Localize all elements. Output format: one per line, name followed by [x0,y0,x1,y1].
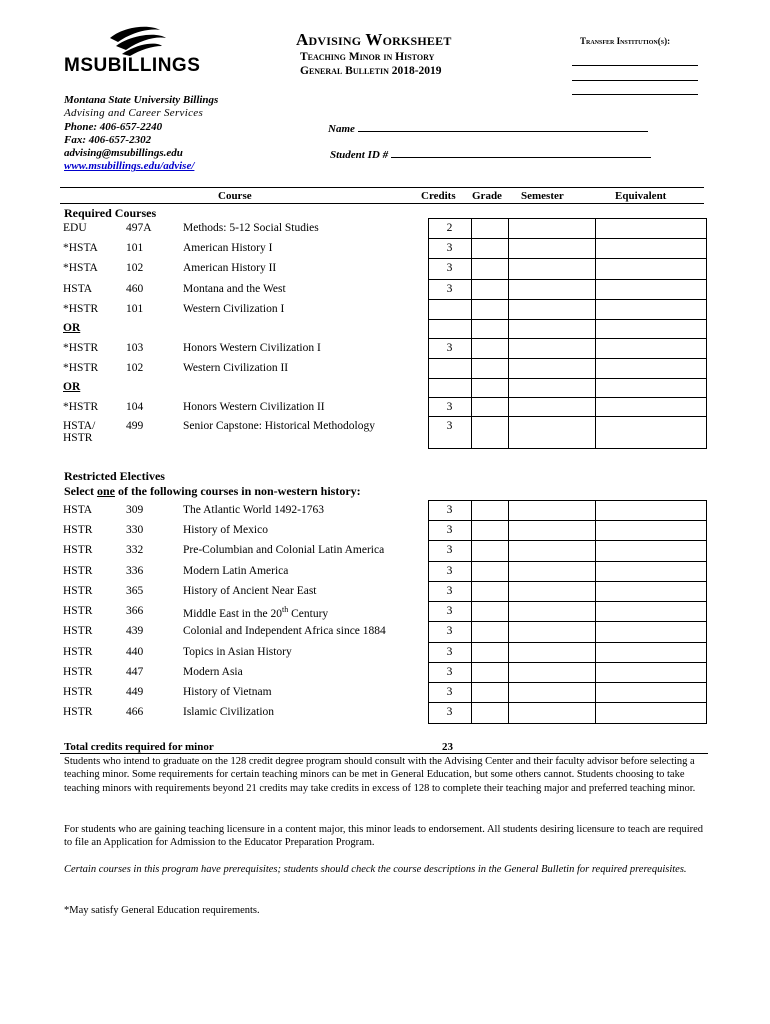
grade-cell[interactable] [471,259,508,280]
course-prefix [60,521,123,541]
course-prefix-text: *HSTA [63,241,98,254]
course-title-text: Honors Western Civilization I [183,341,321,354]
course-prefix-text: EDU [63,221,87,234]
grade-cell[interactable] [471,280,508,300]
course-prefix [60,703,123,724]
semester-cell[interactable] [508,359,595,379]
course-row [60,239,706,259]
electives-instruction [64,484,361,499]
grade-cell[interactable] [471,703,508,724]
course-number: 460 [126,282,144,295]
course-prefix [60,300,123,320]
course-title-text: History of Ancient Near East [183,584,317,597]
course-title-text: American History II [183,261,277,274]
course-row [60,359,706,379]
transfer-institution-label: Transfer Institution(s): [580,36,671,46]
semester-cell[interactable] [508,683,595,703]
semester-cell[interactable] [508,562,595,582]
course-title-text: Colonial and Independent Africa since 1884 [183,624,386,637]
course-row [60,398,706,417]
grade-cell[interactable] [471,320,508,339]
course-title [180,398,428,417]
course-title [180,259,428,280]
instruction-text-end: of the following courses in non-western history: [114,484,361,498]
total-credits-value: 23 [442,741,453,753]
equivalent-cell[interactable] [595,339,706,359]
course-prefix [60,417,123,449]
course-row [60,663,706,683]
grade-cell[interactable] [471,521,508,541]
semester-cell[interactable] [508,339,595,359]
course-prefix-text: HSTR [63,685,93,698]
column-header-grade: Grade [472,190,502,202]
equivalent-cell[interactable] [595,501,706,521]
course-prefix-text: HSTA/ [63,419,96,432]
equivalent-cell[interactable] [595,703,706,724]
semester-cell[interactable] [508,219,595,239]
or-label [60,320,428,339]
course-credits: 3 [428,501,471,521]
course-title [180,521,428,541]
required-courses-title: Required Courses [64,206,157,220]
course-row [60,562,706,582]
course-title-text: Topics in Asian History [183,645,292,658]
equivalent-cell[interactable] [595,379,706,398]
course-row [60,602,706,622]
course-number: 449 [126,685,144,698]
course-number: 365 [126,584,144,597]
column-header-credits: Credits [421,190,456,202]
semester-cell[interactable] [508,417,595,449]
or-text: OR [63,380,81,393]
course-prefix-text: HSTR [63,665,93,678]
course-title [180,703,428,724]
course-prefix-text: *HSTR [63,341,99,354]
note-paragraph-1: Students who intend to graduate on the 128 credit degree program should consult with the Advising Center and their faculty advisor before selecting a teaching minor. Some requirements for certain teaching minors can be met in General Education, but some others cannot. Students choosing to take teaching minors with requirements beyond 21 credits may take credits in excess of 128 to complete their teaching major and preferred teaching minor. [64,756,696,794]
course-prefix [60,582,123,602]
semester-cell[interactable] [508,501,595,521]
course-prefix [60,622,123,643]
semester-cell[interactable] [508,379,595,398]
course-row [60,417,706,449]
course-credits: 3 [428,562,471,582]
course-title [180,663,428,683]
equivalent-cell[interactable] [595,602,706,622]
logo-wordmark: MSUBILLINGS [64,55,201,76]
course-title-text: The Atlantic World 1492-1763 [183,503,324,516]
course-title-text: Middle East in the 20 [183,607,283,620]
semester-cell[interactable] [508,541,595,562]
course-credits: 3 [428,280,471,300]
course-credits: 3 [428,663,471,683]
course-credits: 3 [428,417,471,449]
course-credits: 3 [428,398,471,417]
course-row [60,643,706,663]
grade-cell[interactable] [471,582,508,602]
course-prefix-text: *HSTR [63,361,99,374]
course-row [60,280,706,300]
semester-cell[interactable] [508,280,595,300]
course-prefix [60,683,123,703]
course-number: 447 [126,665,144,678]
required-courses-table [60,218,707,449]
grade-cell[interactable] [471,602,508,622]
course-title [180,339,428,359]
student-id-input-line[interactable] [391,148,651,158]
grade-cell[interactable] [471,643,508,663]
course-number: 439 [126,624,144,637]
department-name: Advising and Career Services [64,107,204,120]
semester-cell[interactable] [508,663,595,683]
course-title [180,219,428,239]
fax-number: Fax: 406-657-2302 [64,133,152,146]
course-prefix-text: HSTR [63,584,93,597]
name-label: Name [328,123,355,135]
course-credits: 2 [428,219,471,239]
course-prefix-text: HSTA [63,503,93,516]
course-credits: 3 [428,703,471,724]
grade-cell[interactable] [471,219,508,239]
or-text: OR [63,321,81,334]
course-row [60,521,706,541]
course-row [60,541,706,562]
course-title [180,359,428,379]
course-number: 102 [126,261,144,274]
course-credits: 3 [428,622,471,643]
course-prefix [60,501,123,521]
course-number: 102 [126,361,144,374]
header-bottom-rule [60,203,704,204]
course-title [180,417,428,449]
grade-cell[interactable] [471,398,508,417]
course-title-text: Montana and the West [183,282,286,295]
course-number: 103 [126,341,144,354]
equivalent-cell[interactable] [595,683,706,703]
equivalent-cell[interactable] [595,259,706,280]
course-title-superscript: th [282,604,289,614]
semester-cell[interactable] [508,259,595,280]
equivalent-cell[interactable] [595,280,706,300]
or-label [60,379,428,398]
course-credits: 3 [428,259,471,280]
grade-cell[interactable] [471,417,508,449]
course-row [60,219,706,239]
course-title-text: American History I [183,241,273,254]
course-title-text: Modern Asia [183,665,243,678]
grade-cell[interactable] [471,541,508,562]
or-row [60,379,706,398]
website-link[interactable]: www.msubillings.edu/advise/ [64,160,195,173]
course-number: 466 [126,705,144,718]
header-top-rule [60,187,704,188]
course-title-text: Islamic Civilization [183,705,275,718]
org-name: Montana State University Billings [64,94,219,106]
instruction-text: Select [64,484,97,498]
equivalent-cell[interactable] [595,622,706,643]
page-title: Advising Worksheet [296,30,452,49]
course-title-text: Western Civilization II [183,361,289,374]
course-title-text: History of Vietnam [183,685,272,698]
course-credits [428,379,471,398]
course-credits: 3 [428,602,471,622]
course-title-text: Methods: 5-12 Social Studies [183,221,319,234]
course-title [180,643,428,663]
course-number: 499 [126,419,144,432]
semester-cell[interactable] [508,398,595,417]
course-title-text: Modern Latin America [183,564,289,577]
course-number: 101 [126,241,144,254]
course-prefix [60,339,123,359]
name-input-line[interactable] [358,122,648,132]
equivalent-cell[interactable] [595,300,706,320]
course-number: 330 [126,523,144,536]
course-title [180,562,428,582]
course-prefix-text: HSTR [63,523,93,536]
equivalent-cell[interactable] [595,521,706,541]
course-prefix-text: HSTR [63,645,93,658]
transfer-institution-line-2[interactable] [572,80,698,81]
course-prefix [60,359,123,379]
grade-cell[interactable] [471,339,508,359]
course-title [180,622,428,643]
course-prefix-text: HSTR [63,543,93,556]
course-title [180,582,428,602]
grade-cell[interactable] [471,622,508,643]
course-prefix [60,562,123,582]
student-id-label: Student ID # [330,149,389,161]
course-row [60,501,706,521]
instruction-emphasis: one [96,484,115,498]
semester-cell[interactable] [508,320,595,339]
column-header-equivalent: Equivalent [615,190,667,202]
equivalent-cell[interactable] [595,643,706,663]
semester-cell[interactable] [508,703,595,724]
student-id-field[interactable] [330,148,651,161]
course-credits: 3 [428,683,471,703]
course-prefix [60,541,123,562]
course-title-text: Honors Western Civilization II [183,400,325,413]
semester-cell[interactable] [508,622,595,643]
equivalent-cell[interactable] [595,239,706,259]
note-paragraph-4: *May satisfy General Education requirements. [64,905,260,916]
column-header-course: Course [218,190,252,202]
grade-cell[interactable] [471,300,508,320]
course-title-text: Senior Capstone: Historical Methodology [183,419,375,432]
page-subtitle: Teaching Minor in History [300,51,435,63]
equivalent-cell[interactable] [595,359,706,379]
course-number: 332 [126,543,144,556]
course-prefix-text-2: HSTR [63,431,93,444]
grade-cell[interactable] [471,683,508,703]
course-row [60,300,706,320]
course-row [60,339,706,359]
course-row [60,259,706,280]
grade-cell[interactable] [471,359,508,379]
course-credits: 3 [428,339,471,359]
course-row [60,683,706,703]
course-prefix [60,239,123,259]
grade-cell[interactable] [471,379,508,398]
course-prefix-text: *HSTR [63,302,99,315]
grade-cell[interactable] [471,239,508,259]
course-prefix-text: *HSTR [63,400,99,413]
course-credits: 3 [428,521,471,541]
course-number: 336 [126,564,144,577]
course-title [180,501,428,521]
semester-cell[interactable] [508,239,595,259]
course-title [180,300,428,320]
grade-cell[interactable] [471,663,508,683]
course-prefix [60,398,123,417]
course-prefix-text: HSTR [63,705,93,718]
course-credits: 3 [428,582,471,602]
course-title-text: History of Mexico [183,523,268,536]
course-prefix-text: HSTR [63,604,93,617]
course-prefix [60,663,123,683]
course-title [180,239,428,259]
course-row [60,622,706,643]
restricted-electives-title: Restricted Electives [64,469,165,483]
semester-cell[interactable] [508,602,595,622]
course-number: 309 [126,503,144,516]
note-paragraph-2: For students who are gaining teaching licensure in a content major, this minor leads to endorsement. All students desiring licensure to teach are required to file an Application for Admission to the Educator Preparation Program. [64,824,704,849]
course-row [60,582,706,602]
semester-cell[interactable] [508,582,595,602]
course-number: 366 [126,604,144,617]
course-prefix [60,280,123,300]
semester-cell[interactable] [508,643,595,663]
equivalent-cell[interactable] [595,663,706,683]
course-credits: 3 [428,541,471,562]
course-number: 101 [126,302,144,315]
course-title-text: Western Civilization I [183,302,285,315]
course-credits [428,300,471,320]
name-field[interactable] [328,122,648,135]
semester-cell[interactable] [508,521,595,541]
grade-cell[interactable] [471,562,508,582]
course-prefix [60,643,123,663]
course-credits: 3 [428,239,471,259]
equivalent-cell[interactable] [595,219,706,239]
grade-cell[interactable] [471,501,508,521]
course-prefix [60,602,123,622]
equivalent-cell[interactable] [595,541,706,562]
course-credits: 3 [428,643,471,663]
phone-number: Phone: 406-657-2240 [64,120,163,133]
equivalent-cell[interactable] [595,582,706,602]
course-number: 104 [126,400,144,413]
equivalent-cell[interactable] [595,562,706,582]
equivalent-cell[interactable] [595,417,706,449]
equivalent-cell[interactable] [595,398,706,417]
course-title [180,541,428,562]
course-prefix-text: HSTA [63,282,93,295]
course-credits [428,320,471,339]
equivalent-cell[interactable] [595,320,706,339]
or-row [60,320,706,339]
bulletin-year: General Bulletin 2018-2019 [300,65,442,77]
contact-block [64,94,218,174]
transfer-institution-line-1[interactable] [572,65,698,66]
total-rule [60,753,708,754]
total-credits-label: Total credits required for minor [64,741,214,753]
email-address: advising@msubillings.edu [64,147,183,160]
course-title [180,602,428,622]
course-number: 440 [126,645,144,658]
course-prefix-text: *HSTA [63,261,98,274]
course-credits [428,359,471,379]
course-row [60,703,706,724]
transfer-institution-line-3[interactable] [572,94,698,95]
semester-cell[interactable] [508,300,595,320]
course-number: 497A [126,221,152,234]
course-title [180,683,428,703]
course-title [180,280,428,300]
course-prefix [60,259,123,280]
electives-table [60,500,707,724]
course-title-text: Pre-Columbian and Colonial Latin America [183,543,385,556]
course-title-text-end: Century [288,607,329,620]
course-prefix [60,219,123,239]
column-header-semester: Semester [521,190,564,202]
course-prefix-text: HSTR [63,564,93,577]
course-prefix-text: HSTR [63,624,93,637]
note-paragraph-3: Certain courses in this program have prerequisites; students should check the course descriptions in the General Bulletin for required prerequisites. [64,864,687,875]
